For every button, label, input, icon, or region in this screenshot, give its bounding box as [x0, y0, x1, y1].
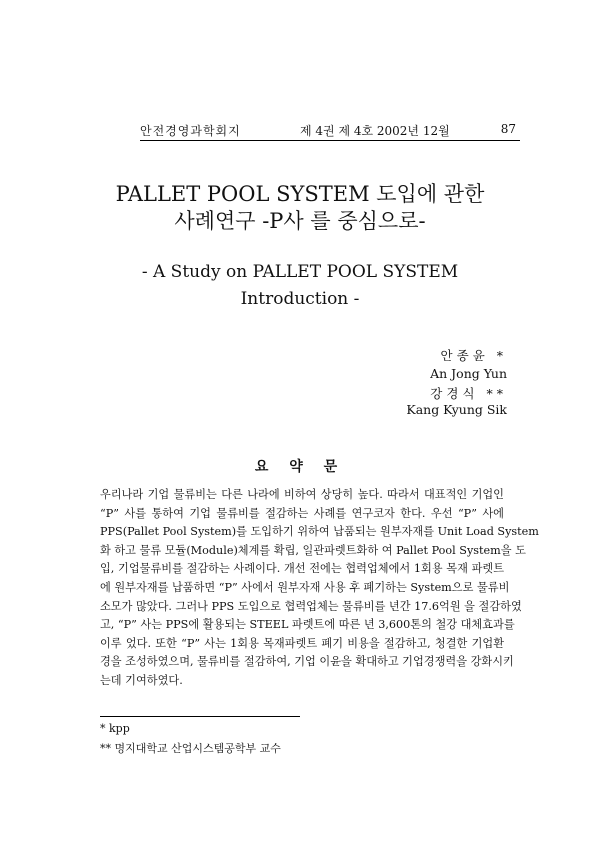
abstract-line: PPS(Pallet Pool System)를 도입하기 위하여 납품되는 원부자재를 Unit Load System — [100, 525, 539, 539]
abstract-line: 화 하고 물류 모듈(Module)체계를 확립, 일관파렛트화하 여 Pallet Pool System을 도 — [100, 543, 526, 557]
english-title-line2: Introduction - — [240, 289, 360, 309]
footnote-1: * kpp — [100, 722, 130, 735]
author2-korean: 강경식 ** — [430, 386, 507, 401]
abstract-body — [100, 486, 539, 691]
abstract-line: 소모가 많았다. 그러나 PPS 도입으로 협력업체는 물류비를 년간 17.6억원 을 절감하였 — [100, 599, 522, 613]
footnote-2: ** 명지대학교 산업시스템공학부 교수 — [100, 742, 281, 755]
abstract-line: 고, “P” 사는 PPS에 활용되는 STEEL 파렛트에 따른 년 3,600톤의 철강 대체효과를 — [100, 618, 515, 632]
author1-english: An Jong Yun — [430, 366, 507, 381]
abstract-line: 에 원부자재를 납품하면 “P” 사에서 원부자재 사용 후 폐기하는 System으로 물류비 — [100, 580, 510, 594]
korean-title-line1: PALLET POOL SYSTEM 도입에 관한 — [115, 182, 485, 206]
abstract-line: “P” 사를 통하여 기업 물류비를 절감하는 사례를 연구코자 한다. 우선 “P” 사에 — [100, 506, 504, 520]
journal-name: 안전경영과학회지 — [140, 124, 241, 138]
issue-info: 제 4권 제 4호 2002년 12월 — [300, 124, 450, 138]
abstract-line: 이루 었다. 또한 “P” 사는 1회용 목재파렛트 폐기 비용을 절감하고, 청결한 기업환 — [100, 636, 504, 650]
author1-korean: 안종윤 * — [440, 348, 507, 363]
abstract-heading: 요 약 문 — [254, 459, 346, 475]
korean-title-line2: 사례연구 -P사 를 중심으로- — [174, 209, 426, 233]
running-header — [140, 118, 520, 141]
footnote-divider — [100, 716, 300, 717]
abstract-line: 입, 기업물류비를 절감하는 사례이다. 개선 전에는 협력업체에서 1회용 목재 파렛트 — [100, 562, 504, 576]
page-number: 87 — [500, 122, 516, 136]
english-title-line1: - A Study on PALLET POOL SYSTEM — [141, 262, 459, 282]
author2-english: Kang Kyung Sik — [406, 402, 507, 417]
abstract-line: 는데 기여하였다. — [100, 673, 183, 687]
abstract-line: 우리나라 기업 물류비는 다른 나라에 비하여 상당히 높다. 따라서 대표적인 기업인 — [100, 488, 504, 501]
abstract-line: 경을 조성하였으며, 물류비를 절감하여, 기업 이윤을 확대하고 기업경쟁력을 강화시키 — [100, 655, 514, 669]
